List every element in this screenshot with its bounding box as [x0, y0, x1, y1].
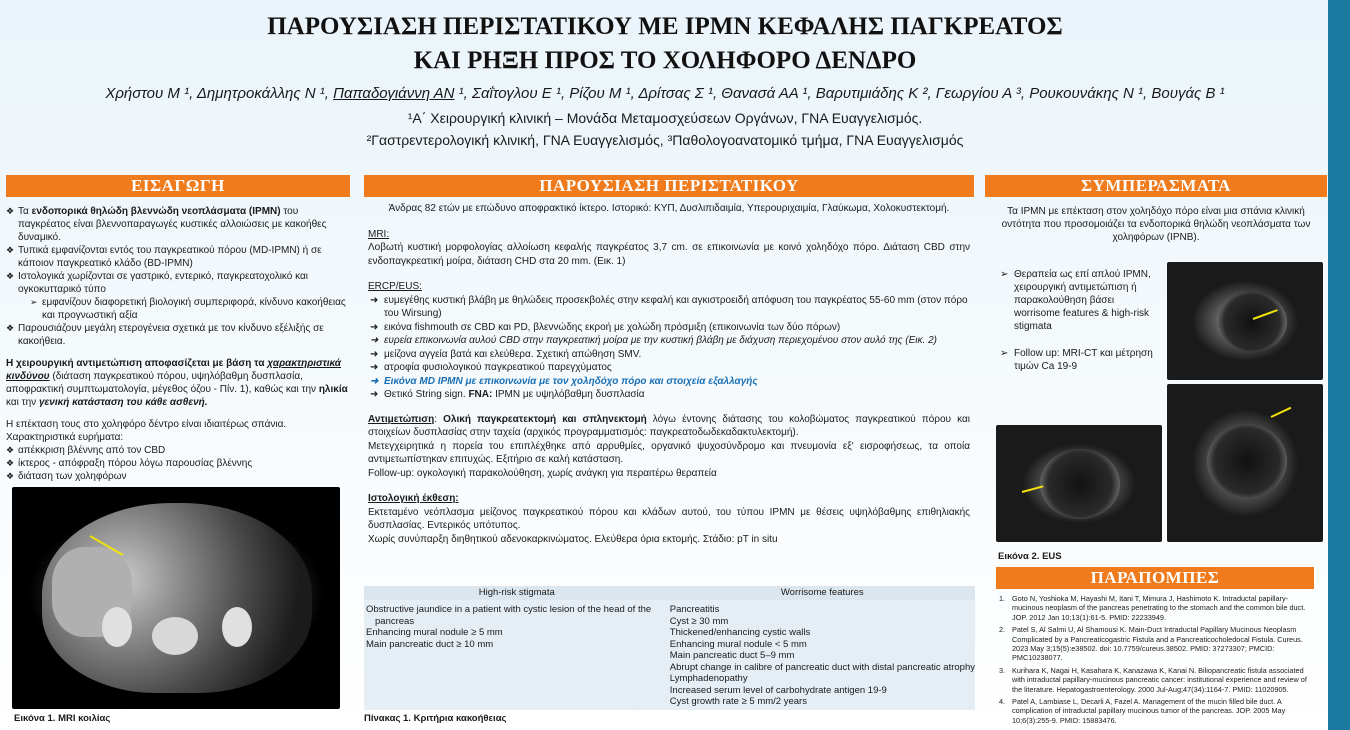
ercp-findings-list [368, 294, 970, 402]
intro-bullet-list [6, 205, 350, 348]
biliary-extension-text: Η επέκταση τους στο χοληφόρο δέντρο είναι ιδιαιτέρως σπάνια. [6, 419, 287, 430]
eus-arrow [1271, 407, 1292, 418]
table-cell: Abrupt change in calibre of pancreatic duct with distal pancreatic atrophy [669, 661, 975, 673]
table-cell: Main pancreatic duct ≥ 10 mm [366, 638, 494, 650]
follow-up-text: Follow-up: ογκολογική παρακολούθηση, χωρίς ανάγκη για περαιτέρω θεραπεία [368, 467, 717, 479]
conclusions-heading: ΣΥΜΠΕΡΑΣΜΑΤΑ [985, 175, 1327, 197]
intro-sub-list [30, 296, 350, 322]
table-cell: Increased serum level of carbohydrate antigen 19-9 [669, 684, 887, 696]
conclusion-point: ➢ Follow up: MRI-CT και μέτρηση τιμών Ca 19-9 [1000, 348, 1153, 372]
intro-bullet: ❖ Τυπικά εμφανίζονται εντός του παγκρεατικού πόρου (MD-IPMN) ή σε κάποιον παγκρεατικό κλάδο (BD-IPMN) [6, 244, 350, 270]
table-body [364, 600, 975, 710]
mri-findings: Λοβωτή κυστική μορφολογίας αλλοίωση κεφαλής παγκρέατος 3,7 cm. σε επικοινωνία με κοινό χοληδόχο πόρο. Διάταση CBD στην ενδοπαγκρεατική μοίρα, διάταση CHD στα 20 mm. (Εικ. 1) [368, 242, 970, 267]
presenting-author: Παπαδογιάννη ΑΝ [333, 85, 455, 102]
poster-title [40, 10, 1290, 78]
table-cell: Obstructive jaundice in a patient with cystic lesion of the head of the [366, 604, 652, 615]
mri-abdomen-image [12, 487, 340, 709]
histology-text-2: Χωρίς συνύπαρξη διηθητικού αδενοκαρκινώματος. Ελεύθερα όρια εκτομής. Στάδιο: pT in situ [368, 533, 778, 545]
case-heading: ΠΑΡΟΥΣΙΑΣΗ ΠΕΡΙΣΤΑΤΙΚΟΥ [364, 175, 974, 197]
table-cell: Cyst ≥ 30 mm [669, 615, 729, 627]
surgical-decision-paragraph: Η χειρουργική αντιμετώπιση αποφασίζεται με βάση τα χαρακτηριστικά κινδύνου (διάταση παγκρεατικού πόρου, υψηλόβαθμη δυσπλασία, αποφρακτική συμπτωματολογία, μέγεθος όζου - Πίν. 1), καθώς και την ηλικία και την γενική κατάσταση του κάθε ασθενή. [6, 358, 348, 408]
intro-column [6, 175, 350, 483]
treatment-paragraph: Αντιμετώπιση: Ολική παγκρεατεκτομή και σπληνεκτομή λόγω έντονης διάτασης του κολοβώματος παγκρεατικού πόρου και στοιχείων δυσπλασίας στην ταχεία (αρχικός προγραμματισμός: παγκρεατοδωδεκαδακτυλεκτομή). [368, 413, 970, 438]
reference-item: 2. Patel S, Al Salmi U, Al Shamousi K. Main-Duct Intraductal Papillary Mucinous Neoplasm Complicated by a Pancreaticogastric Fistula and a Pancreaticocholedocal Fistula. Cureus. 2023 May 3;15(5):e38502. doi: 10.7759/cureus.38502. PMID: 37273307; PMCID: PMC10238077. [999, 625, 1303, 663]
table-cell: Cyst growth rate ≥ 5 mm/2 years [669, 696, 807, 707]
authors-list: Χρήστου Μ ¹, Δημητροκάλλης Ν ¹, Παπαδογιάννη ΑΝ ¹, Σαΐτογλου Ε ¹, Ρίζου Μ ¹, Δρίτσας Σ ¹, Θανασά ΑΑ ¹, Βαρυτιμιάδης Κ ², Γεωργίου Α ³, Ρουκουνάκης Ν ¹, Βουγάς Β ¹ [105, 85, 1225, 102]
intro-bullet: ❖ Παρουσιάζουν μεγάλη ετερογένεια σχετικά με τον κίνδυνο εξέλιξής σε κακοήθεια. [6, 322, 350, 348]
affiliation-2: ²Γαστρεντερολογική κλινική, ΓΝΑ Ευαγγελισμός, ³Παθολογοανατομικό τμήμα, ΓΝΑ Ευαγγελισμός [366, 132, 964, 148]
eus-caption: Εικόνα 2. EUS [998, 551, 1062, 562]
reference-item: 3. Kurihara K, Nagai H, Kasahara K, Kanazawa K, Kanai N. Biliopancreatic fistula associated with intraductal papillary-mucinous pancreatic cancer: institutional experience and review of the literature. Hepatogastroenterology. 2000 Jul-Aug;47(34):1164-7. PMID: 11020905. [999, 665, 1307, 694]
finding-item: ❖ διάταση των χοληφόρων [6, 470, 350, 483]
table-cell: Enhancing mural nodule ≥ 5 mm [366, 627, 503, 638]
table-cell: Thickened/enhancing cystic walls [669, 627, 811, 638]
table-caption: Πίνακας 1. Κριτήρια κακοήθειας [364, 713, 507, 724]
conclusion-points [1000, 268, 1160, 373]
title-line-2: ΚΑΙ ΡΗΞΗ ΠΡΟΣ ΤΟ ΧΟΛΗΦΟΡΟ ΔΕΝΔΡΟ [413, 47, 917, 74]
findings-label: Χαρακτηριστικά ευρήματα: [6, 432, 124, 443]
ercp-finding: ➜ εικόνα fishmouth σε CBD και PD, βλεννώδης εκροή με χολώδη πρόσμιξη (επικοινωνία των δύο πόρων) [368, 321, 970, 335]
malignancy-criteria-table [364, 586, 975, 710]
conclusion-point: ➢ Θεραπεία ως επί απλού IPMN, χειρουργική αντιμετώπιση ή παρακολούθηση βάσει worrisome features & high-risk stigmata [1000, 269, 1151, 332]
high-risk-column [364, 604, 670, 708]
conclusions-column [985, 175, 1327, 244]
case-column [364, 175, 974, 546]
intro-body [6, 205, 350, 483]
references-list [999, 594, 1311, 728]
title-line-1: ΠΑΡΟΥΣΙΑΣΗ ΠΕΡΙΣΤΑΤΙΚΟΥ ΜΕ IPMN ΚΕΦΑΛΗΣ ΠΑΓΚΡΕΑΤΟΣ [267, 13, 1063, 40]
histology-label: Ιστολογική έκθεση: [368, 493, 459, 504]
table-cell: Lymphadenopathy [669, 673, 748, 684]
ercp-finding: ➜ Θετικό String sign. FNA: IPMN με υψηλόβαθμη δυσπλασία [368, 388, 970, 402]
table-cell: Enhancing mural nodule < 5 mm [669, 638, 807, 650]
references-heading: ΠΑΡΑΠΟΜΠΕΣ [996, 567, 1314, 589]
poster-header [40, 10, 1290, 150]
decorative-side-bar [1328, 0, 1350, 730]
intro-bullet: ❖ Ιστολογικά χωρίζονται σε γαστρικό, εντερικό, παγκρεατοχολικό και ογκοκυτταρικό τύπο ➢ εμφανίζουν διαφορετική βιολογική συμπεριφορά, κίνδυνο κακοήθειας και προγνωστική αξία [6, 270, 350, 322]
case-intro: Άνδρας 82 ετών με επώδυνο αποφρακτικό ίκτερο. Ιστορικό: ΚΥΠ, Δυσλιπιδαιμία, Υπερουριχαιμία, Γλαύκωμα, Χολοκυστεκτομή. [388, 203, 950, 214]
affiliation-1: ¹Α΄ Χειρουργική κλινική – Μονάδα Μεταμοσχεύσεων Οργάνων, ΓΝΑ Ευαγγελισμός. [407, 110, 923, 126]
ercp-finding: ➜ ατροφία φυσιολογικού παγκρεατικού παρεγχύματος [368, 361, 970, 375]
ercp-label: ERCP/EUS: [368, 281, 422, 292]
reference-item: 4. Patel A, Lambiase L, Decarli A, Fazel A. Management of the mucin filled bile duct. A complication of intraductal papillary mucinous tumor of the pancreas. JOP. 2005 May 10;6(3):255-9. PMID: 15883476. [999, 697, 1286, 725]
ercp-finding: ➜ μείζονα αγγεία βατά και ελεύθερα. Σχετική απώθηση SMV. [368, 348, 970, 362]
conclusion-text: Τα IPMN με επέκταση στον χοληδόχο πόρο είναι μια σπάνια κλινική οντότητα που προσομοιάζει τα ενδοπορικά θηλώδη νεοπλάσματα των χοληφόρων (IPNB). [1001, 206, 1311, 243]
high-risk-header: High-risk stigmata [478, 587, 555, 598]
eus-image-3 [996, 425, 1162, 542]
case-body [364, 202, 974, 546]
ercp-finding: ➜ ευμεγέθης κυστική βλάβη με θηλώδεις προσεκβολές στην κεφαλή και αγκιστροειδή απόφυση του παγκρέατος 55-60 mm (στον πόρο του Wirsung) [368, 294, 970, 321]
findings-list [6, 444, 350, 483]
ercp-finding-highlight: ➜ Εικόνα MD IPMN με επικοινωνία με τον χοληδόχο πόρο και στοιχεία εξαλλαγής [368, 375, 970, 389]
eus-image-1 [1167, 262, 1323, 380]
finding-item: ❖ απέκκριση βλέννης από τον CBD [6, 444, 350, 457]
mri-caption: Εικόνα 1. MRI κοιλίας [14, 713, 111, 724]
intro-heading: ΕΙΣΑΓΩΓΗ [6, 175, 350, 197]
worrisome-column [670, 604, 975, 708]
finding-item: ❖ ίκτερος - απόφραξη πόρου λόγω παρουσίας βλέννης [6, 457, 350, 470]
mri-label: MRI: [368, 228, 390, 240]
table-cell: pancreas [375, 615, 415, 627]
intro-sub-bullet: ➢ εμφανίζουν διαφορετική βιολογική συμπεριφορά, κίνδυνο κακοήθειας και προγνωστική αξία [30, 296, 350, 322]
intro-bullet: ❖ Τα ενδοπορικά θηλώδη βλεννώδη νεοπλάσματα (IPMN) του παγκρέατος είναι βλεννοπαραγωγές κυστικές αλλοιώσεις με κακοήθες δυναμικό. [6, 205, 350, 244]
table-cell: Main pancreatic duct 5–9 mm [669, 650, 795, 661]
table-cell: Pancreatitis [669, 604, 720, 615]
ercp-finding: ➜ ευρεία επικοινωνία αυλού CBD στην παγκρεατική μοίρα με την κυστική βλάβη με διάχυση περιεχομένου στον αυλό της (Εικ. 2) [368, 334, 970, 348]
histology-text-1: Εκτεταμένο νεόπλασμα μείζονος παγκρεατικού πόρου και κλάδων αυτού, του τύπου IPMN με θέσεις υψηλόβαθμης επιθηλιακής δυσπλασίας. Εντερικός υπότυπος. [368, 506, 970, 531]
worrisome-header: Worrisome features [780, 587, 864, 598]
eus-image-2 [1167, 384, 1323, 542]
reference-item: 1. Goto N, Yoshioka M, Hayashi M, Itani T, Mimura J, Hashimoto K. Intraductal papillary-mucinous neoplasm of the pancreas penetrating to the stomach and the common bile duct. JOP. 2012 Jan 10;13(1):61-5. PMID: 22233949. [999, 594, 1306, 622]
table-header-row [364, 586, 975, 600]
postop-course: Μετεγχειρητικά η πορεία του επιπλέχθηκε από αρρυθμίες, οργανικό ψυχοσύνδρομο και πνευμονία εξ' εισροφήσεως, τα οποία αντιμετωπίστηκαν επιτυχώς. Εξιτήριο σε καλή κατάσταση. [368, 440, 970, 465]
